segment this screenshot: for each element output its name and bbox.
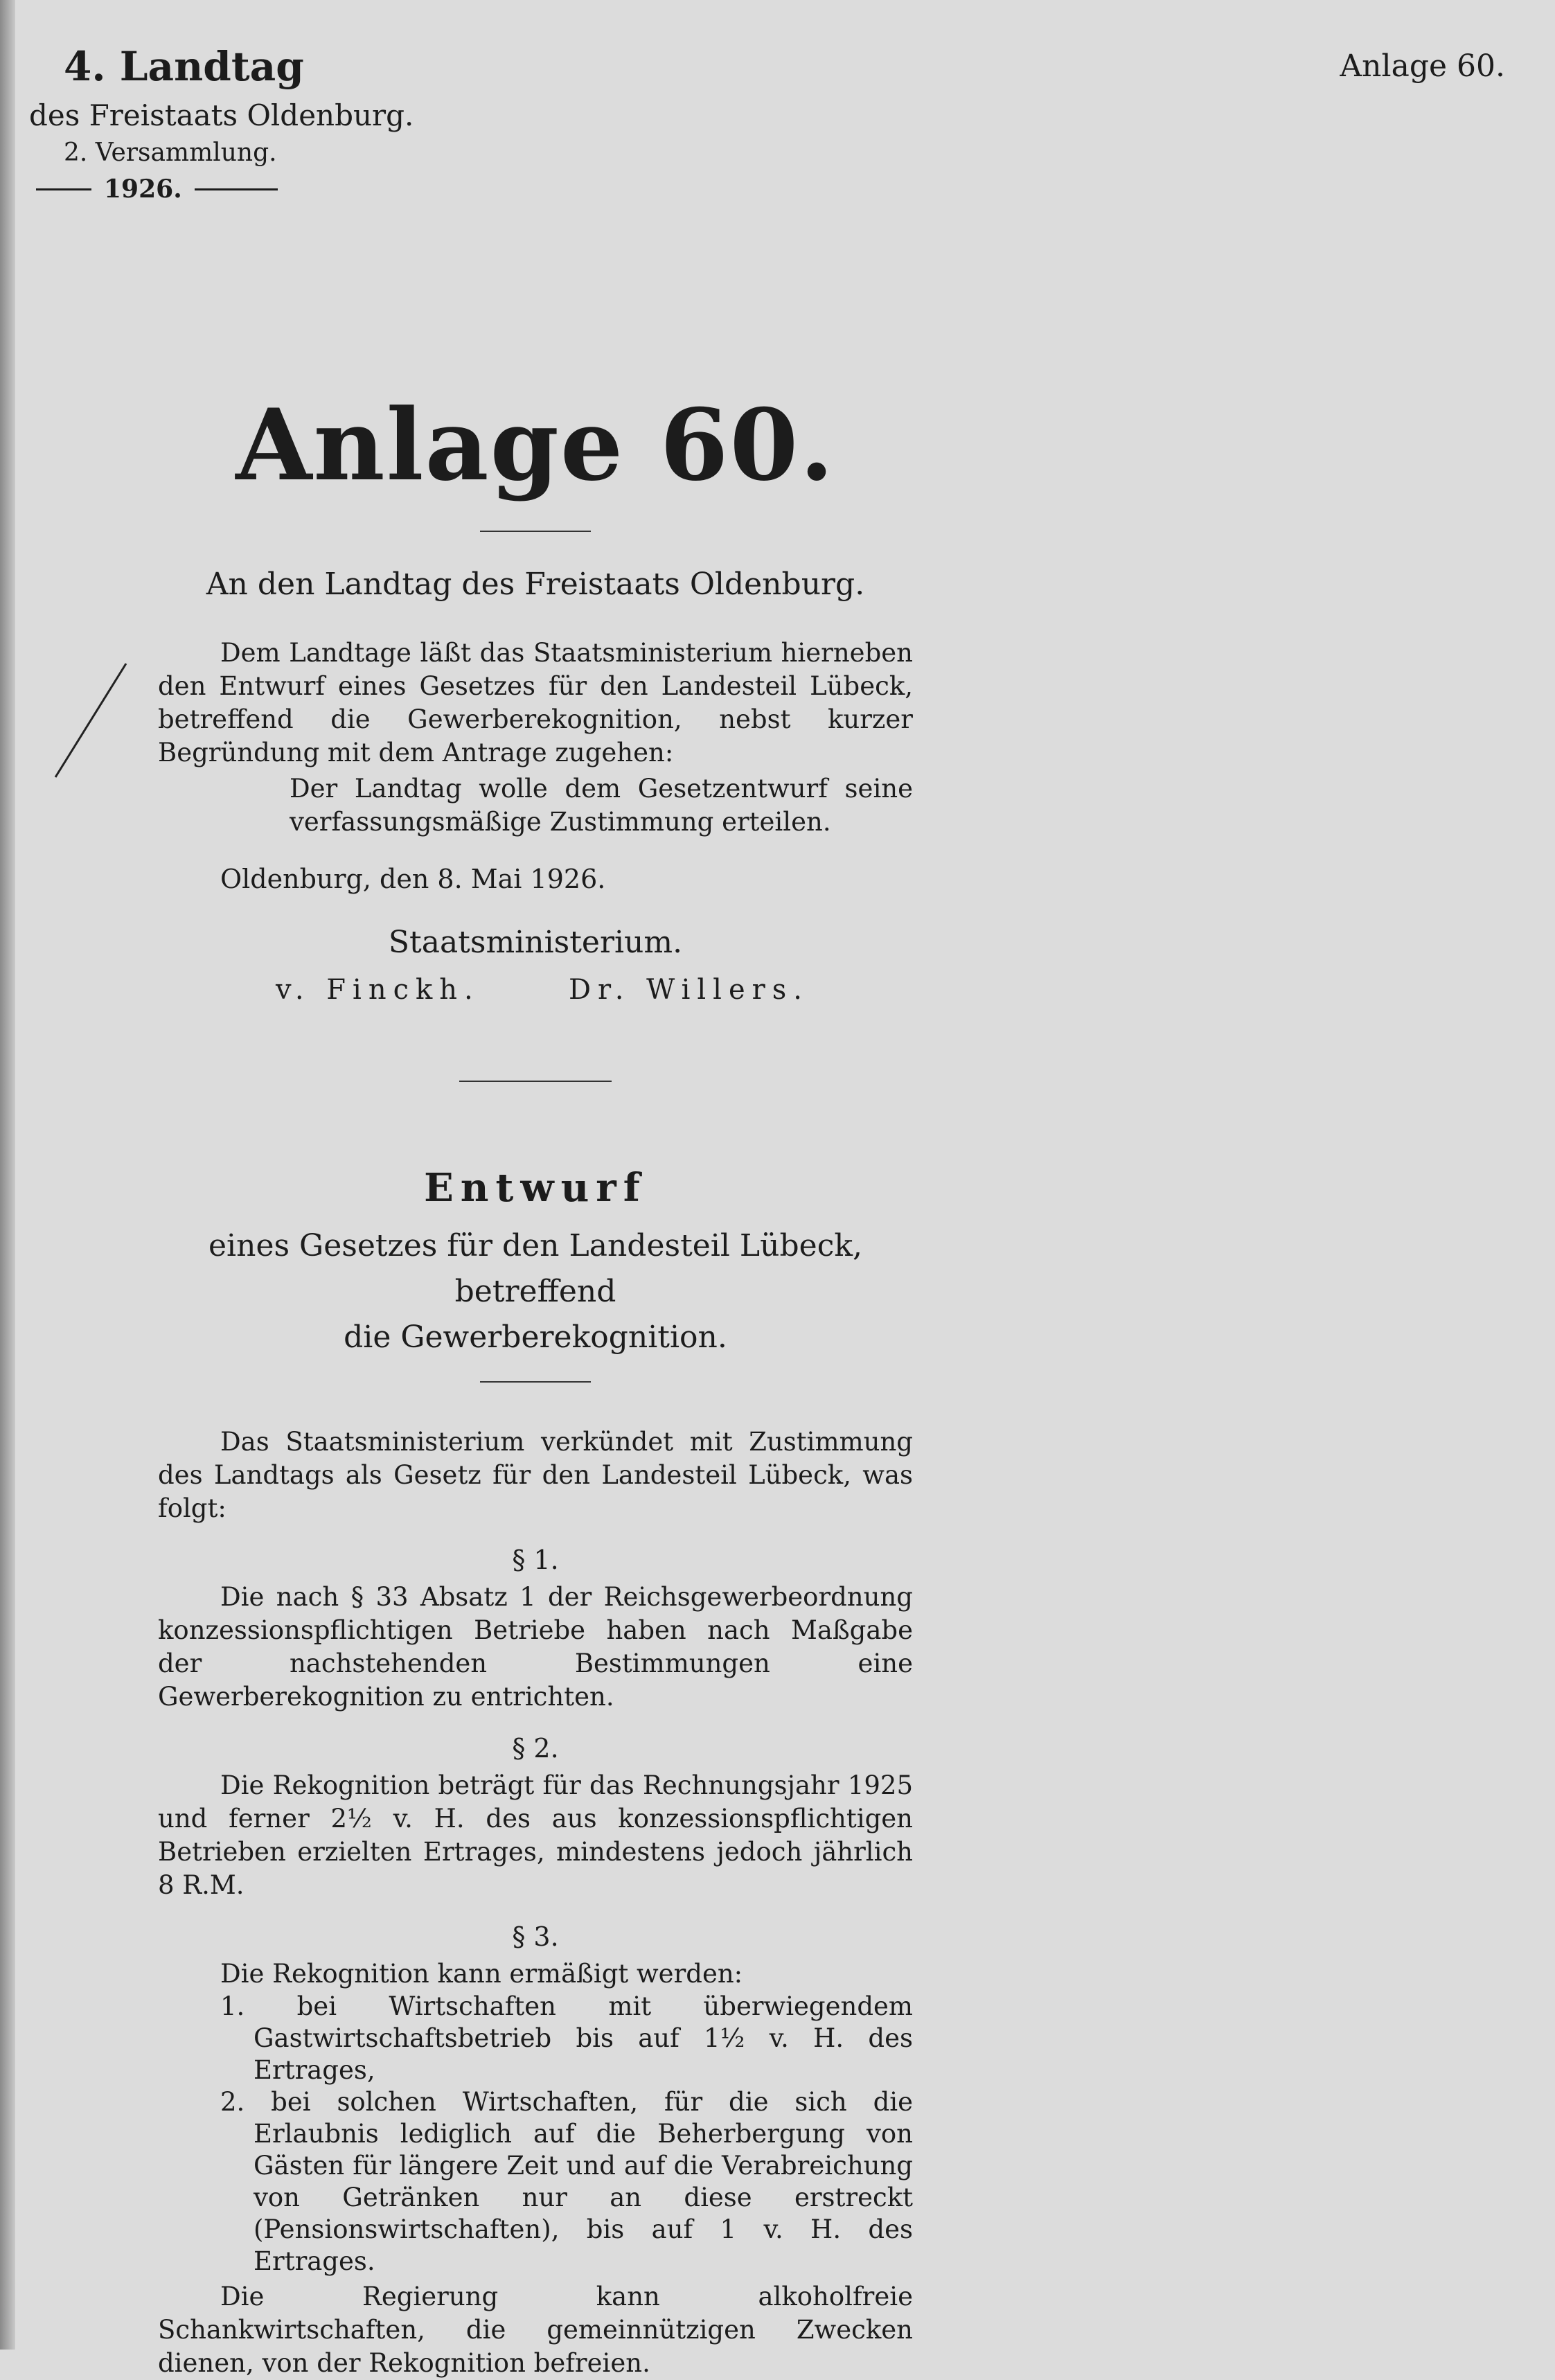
signature-finckh: v. Finckh. xyxy=(276,974,480,1006)
signature-willers: Dr. Willers. xyxy=(568,974,809,1006)
section-1-text: Die nach § 33 Absatz 1 der Reichsgewerbeordnung konzessionspflichtigen Betriebe haben nach Maßgabe der nachstehenden Bestimmungen eine Gewerberekognition zu entrichten. xyxy=(158,1582,913,1712)
section-rule xyxy=(459,1081,612,1082)
header-title: 4. Landtag xyxy=(64,43,304,90)
title-rule xyxy=(480,531,591,532)
section-2-text: Die Rekognition beträgt für das Rechnungsjahr 1925 und ferner 2½ v. H. des aus konzessionspflichtigen Betrieben erzielten Ertrages, mindestens jedoch jährlich 8 R.M. xyxy=(158,1770,913,1900)
section-2-label: § 2. xyxy=(512,1733,559,1764)
ministry: Staatsministerium. xyxy=(388,925,683,960)
section-3-item-1: 1. bei Wirtschaften mit überwiegendem Gastwirtschaftsbetrieb bis auf 1½ v. H. des Ertrages, xyxy=(220,1991,913,2085)
section-3-list xyxy=(158,1991,913,2277)
header-assembly: 2. Versammlung. xyxy=(64,139,277,167)
header-year: 1926. xyxy=(104,175,182,204)
draft-heading: Entwurf xyxy=(424,1165,647,1211)
signatures xyxy=(158,974,913,1006)
draft-subtitle-line1: eines Gesetzes für den Landesteil Lübeck, betreffend xyxy=(208,1228,862,1309)
main-title: Anlage 60. xyxy=(236,388,835,503)
section-1-label: § 1. xyxy=(512,1545,559,1575)
section-3-closing: Die Regierung kann alkoholfreie Schankwirtschaften, die gemeinnützigen Zwecken dienen, von der Rekognition befreien. xyxy=(158,2282,913,2378)
intro-text: Dem Landtage läßt das Staatsministerium hierneben den Entwurf eines Gesetzes für den Landesteil Lübeck, betreffend die Gewerberekognition, nebst kurzer Begründung mit dem Antrage zugehen: xyxy=(158,638,913,767)
pencil-slash-mark xyxy=(48,658,132,783)
intro-request: Der Landtag wolle dem Gesetzentwurf seine verfassungsmäßige Zustimmung erteilen. xyxy=(290,774,913,837)
main-content xyxy=(158,388,913,2380)
header-dash-left xyxy=(36,188,91,190)
page-binding-edge xyxy=(0,0,15,2350)
section-3-text: Die Rekognition kann ermäßigt werden: xyxy=(220,1959,743,1989)
header-dash-right xyxy=(195,188,278,190)
header-year-line xyxy=(36,175,278,204)
draft-preamble: Das Staatsministerium verkündet mit Zustimmung des Landtags als Gesetz für den Landesteil Lübeck, was folgt: xyxy=(158,1427,913,1523)
addressee: An den Landtag des Freistaats Oldenburg. xyxy=(206,567,865,602)
draft-subtitle-line2: die Gewerberekognition. xyxy=(344,1320,727,1355)
section-3-label: § 3. xyxy=(512,1921,559,1952)
draft-rule xyxy=(480,1381,591,1383)
header-subtitle: des Freistaats Oldenburg. xyxy=(29,98,414,132)
header-annex-label: Anlage 60. xyxy=(1340,48,1505,84)
place-date: Oldenburg, den 8. Mai 1926. xyxy=(220,864,606,894)
section-3-item-2: 2. bei solchen Wirtschaften, für die sich die Erlaubnis lediglich auf die Beherbergung von Gästen für längere Zeit und auf die Verabreichung von Getränken nur an diese erstreckt (Pensionswirtschaften), bis auf 1 v. H. des Ertrages. xyxy=(220,2087,913,2276)
